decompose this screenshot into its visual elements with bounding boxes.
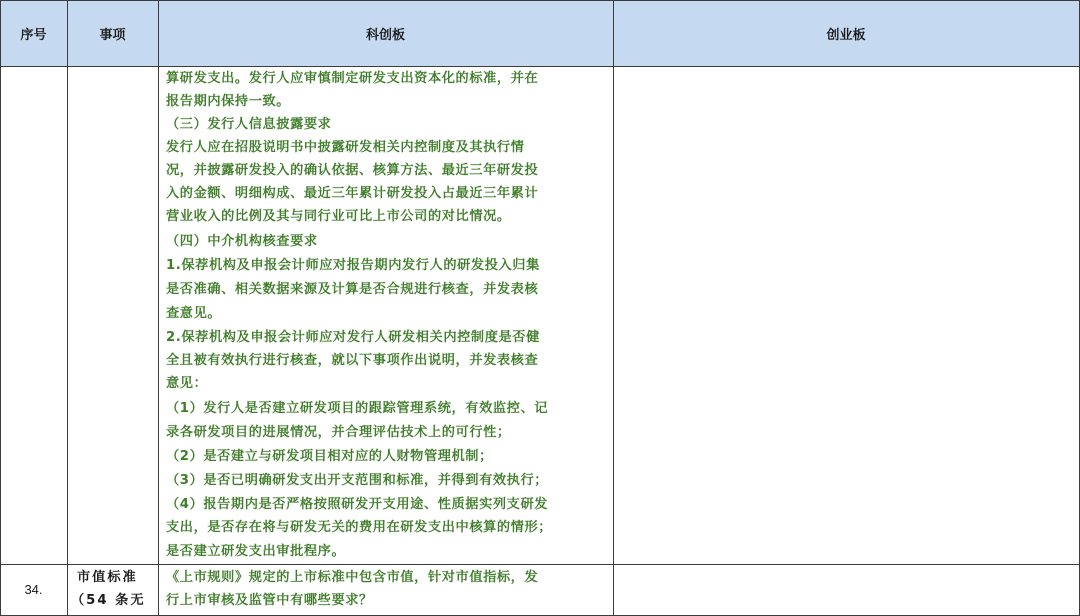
text-line: 况，并披露研发投入的确认依据、核算方法、最近三年研发投: [166, 163, 539, 178]
text-line: 录各研发项目的进展情况，并合理评估技术上的可行性；: [166, 425, 511, 440]
text-line: （1）发行人是否建立研发项目的跟踪管理系统，有效监控、记: [166, 401, 549, 416]
grid-line: [0, 0, 1, 616]
text-line: 入的金额、明细构成、最近三年累计研发投入占最近三年累计: [166, 186, 539, 201]
text-line: 意见：: [166, 376, 208, 391]
text-line: 算研发支出。发行人应审慎制定研发支出资本化的标准，并在: [166, 71, 539, 86]
text-line: 查意见。: [166, 306, 222, 321]
row-number: 34.: [24, 582, 43, 597]
text-line: 营业收入的比例及其与同行业可比上市公司的对比情况。: [166, 209, 511, 224]
text-line: 2.保荐机构及申报会计师应对发行人研发相关内控制度是否健: [166, 330, 540, 345]
text-line: （2）是否建立与研发项目相对应的人财物管理机制；: [166, 449, 493, 464]
text-line: （4）报告期内是否严格按照研发开支用途、性质据实列支研发: [166, 497, 549, 512]
text-line: 支出，是否存在将与研发无关的费用在研发支出中核算的情形；: [166, 520, 553, 535]
text-line: 全且被有效执行进行核查，就以下事项作出说明，并发表核查: [166, 353, 539, 368]
text-line: 是否准确、相关数据来源及计算是否合规进行核查，并发表核: [166, 282, 539, 297]
grid-line: [0, 0, 1080, 1]
header-star-market: 科创板: [158, 0, 613, 66]
text-line: 1.保荐机构及申报会计师应对报告期内发行人的研发投入归集: [166, 258, 540, 273]
text-line: 行上市审核及监管中有哪些要求？: [166, 593, 373, 608]
header-no: 序号: [0, 0, 67, 66]
grid-line: [158, 0, 159, 616]
text-line: 《上市规则》规定的上市标准中包含市值，针对市值指标，发: [166, 570, 539, 585]
item-line: （54 条无: [71, 593, 146, 608]
item-line: 市值标准: [77, 570, 138, 585]
star-market-text-continued: [166, 66, 611, 564]
text-line: （3）是否已明确研发支出开支范围和标准，并得到有效执行；: [166, 473, 549, 488]
text-line: 报告期内保持一致。: [166, 94, 291, 109]
text-line: （三）发行人信息披露要求: [166, 117, 332, 132]
grid-line: [613, 0, 614, 616]
grid-line: [67, 0, 68, 616]
header-item: 事项: [67, 0, 158, 66]
row-item: [67, 564, 158, 615]
text-line: （四）中介机构核查要求: [166, 234, 318, 249]
star-market-text-row34: [166, 564, 611, 615]
text-line: 发行人应在招股说明书中披露研发相关内控制度及其执行情: [166, 140, 525, 155]
header-gem: 创业板: [613, 0, 1079, 66]
text-line: 是否建立研发支出审批程序。: [166, 544, 346, 559]
